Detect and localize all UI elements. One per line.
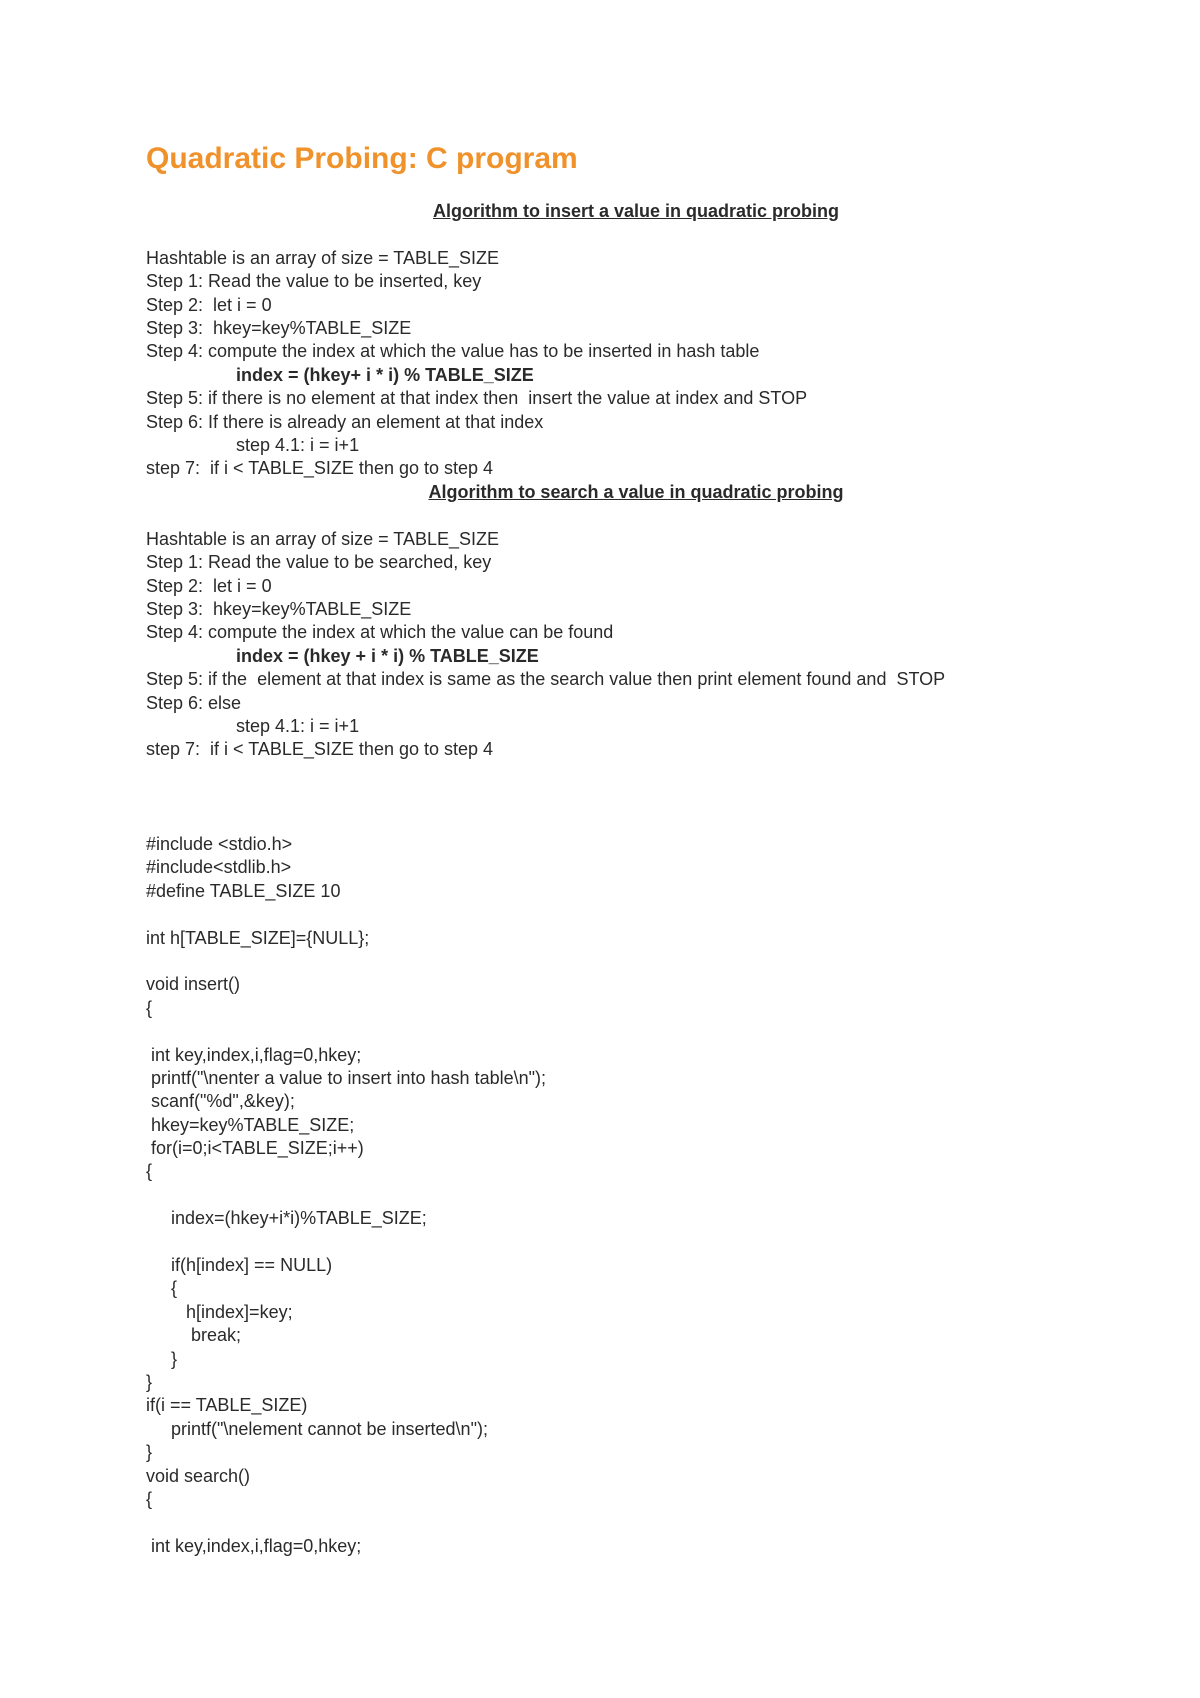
code-line: { — [146, 1278, 178, 1299]
insert-index-formula: index = (hkey+ i * i) % TABLE_SIZE — [236, 364, 534, 385]
insert-step-line: Hashtable is an array of size = TABLE_SIZE — [146, 247, 500, 268]
code-line — [146, 1231, 1046, 1254]
insert-step-line: Step 2: let i = 0 — [146, 294, 272, 315]
code-line: if(h[index] == NULL) — [146, 1255, 333, 1276]
code-line: for(i=0;i<TABLE_SIZE;i++) — [146, 1138, 364, 1159]
insert-step-line: Step 6: If there is already an element at that index — [146, 411, 544, 432]
code-line: index=(hkey+i*i)%TABLE_SIZE; — [146, 1208, 427, 1229]
search-step-line: Step 6: else — [146, 692, 242, 713]
code-line: void search() — [146, 1465, 251, 1486]
code-line — [146, 1511, 1046, 1534]
insert-algorithm-heading: Algorithm to insert a value in quadratic probing — [432, 201, 840, 221]
code-line: #include <stdio.h> — [146, 834, 293, 854]
code-line — [146, 903, 1046, 926]
code-line — [146, 1020, 1046, 1043]
code-line — [146, 950, 1046, 973]
search-algorithm-heading: Algorithm to search a value in quadratic probing — [428, 482, 844, 502]
document-title: Quadratic Probing: C program — [146, 142, 578, 175]
insert-algorithm-section — [146, 200, 1126, 481]
insert-substep-line: step 4.1: i = i+1 — [236, 434, 360, 455]
code-line: int key,index,i,flag=0,hkey; — [146, 1044, 362, 1065]
code-line: void insert() — [146, 974, 241, 995]
code-line: h[index]=key; — [146, 1301, 293, 1322]
insert-step-line: step 7: if i < TABLE_SIZE then go to step 4 — [146, 458, 494, 479]
insert-step-line: Step 5: if there is no element at that index then insert the value at index and STOP — [146, 388, 808, 409]
code-line: } — [146, 1442, 153, 1463]
code-line — [146, 1184, 1046, 1207]
code-line: { — [146, 1488, 153, 1509]
search-index-formula: index = (hkey + i * i) % TABLE_SIZE — [236, 645, 539, 666]
search-step-line: step 7: if i < TABLE_SIZE then go to step 4 — [146, 739, 494, 760]
code-line: printf("\nelement cannot be inserted\n"); — [146, 1418, 488, 1439]
code-line: { — [146, 1161, 153, 1182]
search-step-line: Step 5: if the element at that index is same as the search value then print element found and STOP — [146, 669, 946, 690]
insert-step-line: Step 1: Read the value to be inserted, key — [146, 271, 482, 292]
code-line: printf("\nenter a value to insert into hash table\n"); — [146, 1067, 546, 1088]
c-code-listing — [146, 833, 1046, 1558]
search-step-line: Step 4: compute the index at which the value can be found — [146, 622, 614, 643]
code-line: { — [146, 997, 153, 1018]
code-line: } — [146, 1348, 178, 1369]
search-step-line: Hashtable is an array of size = TABLE_SIZE — [146, 528, 500, 549]
code-line: int h[TABLE_SIZE]={NULL}; — [146, 927, 370, 948]
search-step-line: Step 3: hkey=key%TABLE_SIZE — [146, 598, 412, 619]
code-line: #include<stdlib.h> — [146, 857, 292, 878]
search-step-line: Step 1: Read the value to be searched, key — [146, 552, 492, 573]
spacer — [146, 223, 1126, 246]
code-line: #define TABLE_SIZE 10 — [146, 880, 341, 901]
code-line: if(i == TABLE_SIZE) — [146, 1395, 308, 1416]
insert-step-line: Step 4: compute the index at which the value has to be inserted in hash table — [146, 341, 760, 362]
search-substep-line: step 4.1: i = i+1 — [236, 715, 360, 736]
code-line: int key,index,i,flag=0,hkey; — [146, 1535, 362, 1556]
code-line: hkey=key%TABLE_SIZE; — [146, 1114, 355, 1135]
spacer — [146, 504, 1126, 527]
search-step-line: Step 2: let i = 0 — [146, 575, 272, 596]
code-line: } — [146, 1371, 153, 1392]
code-line: break; — [146, 1325, 242, 1346]
code-line: scanf("%d",&key); — [146, 1091, 295, 1112]
search-algorithm-section — [146, 481, 1126, 762]
insert-step-line: Step 3: hkey=key%TABLE_SIZE — [146, 317, 412, 338]
